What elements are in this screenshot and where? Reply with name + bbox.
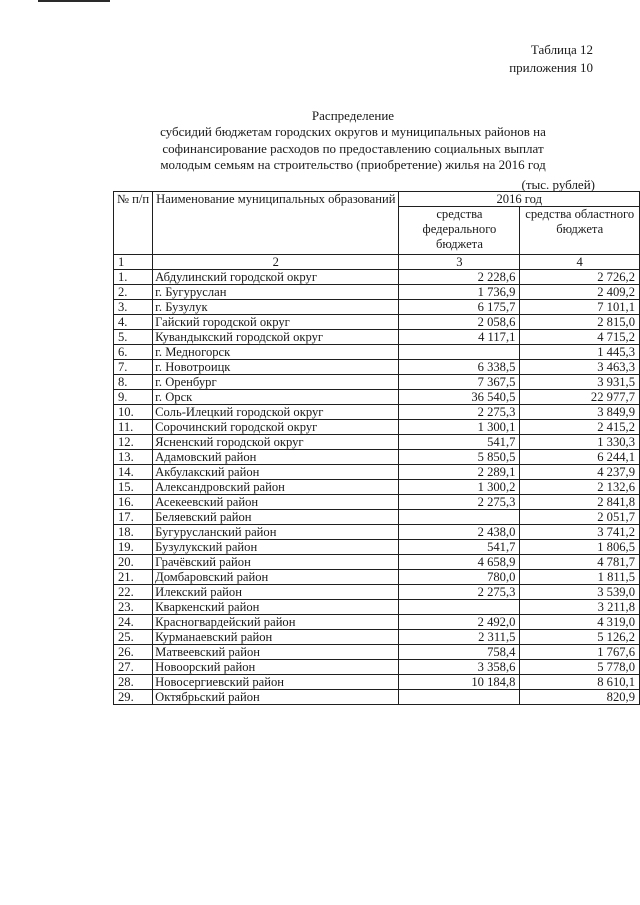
regional-budget-value: 2 726,2 — [520, 270, 640, 285]
municipality-name: г. Бузулук — [153, 300, 399, 315]
row-number: 1. — [114, 270, 153, 285]
regional-budget-value: 3 741,2 — [520, 525, 640, 540]
federal-budget-value: 758,4 — [399, 645, 520, 660]
federal-budget-value: 541,7 — [399, 435, 520, 450]
municipality-name: Домбаровский район — [153, 570, 399, 585]
table-row — [114, 270, 640, 285]
table-row — [114, 390, 640, 405]
title-line-2: субсидий бюджетам городских округов и муниципальных районов на — [160, 124, 546, 140]
table-row — [114, 645, 640, 660]
row-number: 14. — [114, 465, 153, 480]
header-row-top — [114, 192, 640, 207]
table-row — [114, 375, 640, 390]
federal-budget-value: 4 117,1 — [399, 330, 520, 345]
row-number: 17. — [114, 510, 153, 525]
table-row — [114, 540, 640, 555]
municipality-name: Соль-Илецкий городской округ — [153, 405, 399, 420]
municipality-name: Ясненский городской округ — [153, 435, 399, 450]
municipality-name: Красногвардейский район — [153, 615, 399, 630]
federal-budget-value: 2 289,1 — [399, 465, 520, 480]
federal-budget-value: 1 300,1 — [399, 420, 520, 435]
subsidy-table — [113, 191, 640, 705]
regional-budget-value: 4 319,0 — [520, 615, 640, 630]
regional-budget-value: 3 849,9 — [520, 405, 640, 420]
regional-budget-value: 1 445,3 — [520, 345, 640, 360]
table-row — [114, 570, 640, 585]
table-row — [114, 315, 640, 330]
top-rule — [38, 0, 110, 2]
table-row — [114, 615, 640, 630]
municipality-name: Беляевский район — [153, 510, 399, 525]
table-row — [114, 300, 640, 315]
municipality-name: Грачёвский район — [153, 555, 399, 570]
federal-budget-value: 1 736,9 — [399, 285, 520, 300]
municipality-name: Кувандыкский городской округ — [153, 330, 399, 345]
row-number: 8. — [114, 375, 153, 390]
row-number: 10. — [114, 405, 153, 420]
federal-budget-value: 2 275,3 — [399, 405, 520, 420]
regional-budget-value: 1 806,5 — [520, 540, 640, 555]
federal-budget-value — [399, 690, 520, 705]
federal-budget-value: 2 275,3 — [399, 495, 520, 510]
federal-budget-value: 6 175,7 — [399, 300, 520, 315]
index-cell: 4 — [520, 255, 640, 270]
row-number: 7. — [114, 360, 153, 375]
table-row — [114, 495, 640, 510]
federal-budget-value: 1 300,2 — [399, 480, 520, 495]
municipality-name: Акбулакский район — [153, 465, 399, 480]
federal-budget-value: 4 658,9 — [399, 555, 520, 570]
document-title — [100, 108, 606, 173]
regional-budget-value: 2 815,0 — [520, 315, 640, 330]
regional-budget-value: 2 132,6 — [520, 480, 640, 495]
table-row — [114, 450, 640, 465]
federal-budget-value — [399, 345, 520, 360]
federal-budget-value: 7 367,5 — [399, 375, 520, 390]
regional-budget-value: 6 244,1 — [520, 450, 640, 465]
row-number: 21. — [114, 570, 153, 585]
federal-budget-value: 2 438,0 — [399, 525, 520, 540]
federal-budget-value: 10 184,8 — [399, 675, 520, 690]
row-number: 9. — [114, 390, 153, 405]
row-number: 13. — [114, 450, 153, 465]
regional-budget-value: 4 715,2 — [520, 330, 640, 345]
table-row — [114, 330, 640, 345]
federal-budget-value: 5 850,5 — [399, 450, 520, 465]
index-row — [114, 255, 640, 270]
regional-budget-value: 3 539,0 — [520, 585, 640, 600]
table-reference: Таблица 12 — [530, 42, 593, 57]
regional-budget-value: 1 811,5 — [520, 570, 640, 585]
federal-budget-value: 2 492,0 — [399, 615, 520, 630]
row-number: 24. — [114, 615, 153, 630]
municipality-name: Илекский район — [153, 585, 399, 600]
table-row — [114, 420, 640, 435]
municipality-name: Бузулукский район — [153, 540, 399, 555]
header-year: 2016 год — [399, 192, 640, 207]
regional-budget-value: 1 330,3 — [520, 435, 640, 450]
row-number: 15. — [114, 480, 153, 495]
regional-budget-value: 22 977,7 — [520, 390, 640, 405]
federal-budget-value: 2 058,6 — [399, 315, 520, 330]
table-body — [114, 270, 640, 705]
row-number: 3. — [114, 300, 153, 315]
header-name: Наименование муниципальных образований — [153, 192, 399, 255]
federal-budget-value: 2 311,5 — [399, 630, 520, 645]
regional-budget-value: 4 781,7 — [520, 555, 640, 570]
federal-budget-value: 36 540,5 — [399, 390, 520, 405]
municipality-name: Гайский городской округ — [153, 315, 399, 330]
regional-budget-value: 2 051,7 — [520, 510, 640, 525]
table-row — [114, 405, 640, 420]
municipality-name: Курманаевский район — [153, 630, 399, 645]
unit-label: (тыс. рублей) — [521, 177, 595, 192]
row-number: 19. — [114, 540, 153, 555]
municipality-name: Асекеевский район — [153, 495, 399, 510]
table-row — [114, 630, 640, 645]
municipality-name: Матвеевский район — [153, 645, 399, 660]
row-number: 29. — [114, 690, 153, 705]
row-number: 18. — [114, 525, 153, 540]
municipality-name: г. Новотроицк — [153, 360, 399, 375]
table-row — [114, 510, 640, 525]
appendix-reference: приложения 10 — [509, 60, 593, 75]
row-number: 20. — [114, 555, 153, 570]
municipality-name: Новоорский район — [153, 660, 399, 675]
table-row — [114, 465, 640, 480]
regional-budget-value: 5 778,0 — [520, 660, 640, 675]
regional-budget-value: 2 409,2 — [520, 285, 640, 300]
federal-budget-value: 2 228,6 — [399, 270, 520, 285]
table-row — [114, 435, 640, 450]
municipality-name: Абдулинский городской округ — [153, 270, 399, 285]
federal-budget-value — [399, 510, 520, 525]
regional-budget-value: 7 101,1 — [520, 300, 640, 315]
municipality-name: Новосергиевский район — [153, 675, 399, 690]
table-row — [114, 360, 640, 375]
federal-budget-value: 780,0 — [399, 570, 520, 585]
row-number: 12. — [114, 435, 153, 450]
table-row — [114, 690, 640, 705]
regional-budget-value: 3 211,8 — [520, 600, 640, 615]
row-number: 28. — [114, 675, 153, 690]
federal-budget-value: 6 338,5 — [399, 360, 520, 375]
index-cell: 1 — [114, 255, 153, 270]
table-row — [114, 285, 640, 300]
header-num: № п/п — [114, 192, 153, 255]
federal-budget-value: 2 275,3 — [399, 585, 520, 600]
row-number: 16. — [114, 495, 153, 510]
row-number: 5. — [114, 330, 153, 345]
municipality-name: г. Медногорск — [153, 345, 399, 360]
municipality-name: Адамовский район — [153, 450, 399, 465]
row-number: 23. — [114, 600, 153, 615]
row-number: 2. — [114, 285, 153, 300]
municipality-name: Александровский район — [153, 480, 399, 495]
regional-budget-value: 1 767,6 — [520, 645, 640, 660]
regional-budget-value: 820,9 — [520, 690, 640, 705]
title-line-4: молодым семьям на строительство (приобретение) жилья на 2016 год — [160, 156, 546, 172]
table-row — [114, 600, 640, 615]
regional-budget-value: 5 126,2 — [520, 630, 640, 645]
table-row — [114, 675, 640, 690]
regional-budget-value: 2 415,2 — [520, 420, 640, 435]
row-number: 25. — [114, 630, 153, 645]
federal-budget-value: 3 358,6 — [399, 660, 520, 675]
municipality-name: г. Бугуруслан — [153, 285, 399, 300]
table-row — [114, 525, 640, 540]
regional-budget-value: 3 463,3 — [520, 360, 640, 375]
header-regional: средства областного бюджета — [520, 207, 640, 255]
row-number: 6. — [114, 345, 153, 360]
municipality-name: Сорочинский городской округ — [153, 420, 399, 435]
table-row — [114, 480, 640, 495]
table-row — [114, 345, 640, 360]
title-line-1: Распределение — [311, 108, 395, 123]
table-row — [114, 585, 640, 600]
title-line-3: софинансирование расходов по предоставлению социальных выплат — [162, 140, 544, 156]
index-cell: 3 — [399, 255, 520, 270]
row-number: 22. — [114, 585, 153, 600]
row-number: 11. — [114, 420, 153, 435]
federal-budget-value — [399, 600, 520, 615]
row-number: 26. — [114, 645, 153, 660]
table-row — [114, 555, 640, 570]
regional-budget-value: 2 841,8 — [520, 495, 640, 510]
municipality-name: г. Оренбург — [153, 375, 399, 390]
row-number: 27. — [114, 660, 153, 675]
regional-budget-value: 3 931,5 — [520, 375, 640, 390]
municipality-name: Октябрьский район — [153, 690, 399, 705]
regional-budget-value: 8 610,1 — [520, 675, 640, 690]
header-federal: средства федерального бюджета — [399, 207, 520, 255]
municipality-name: г. Орск — [153, 390, 399, 405]
regional-budget-value: 4 237,9 — [520, 465, 640, 480]
municipality-name: Бугурусланский район — [153, 525, 399, 540]
federal-budget-value: 541,7 — [399, 540, 520, 555]
row-number: 4. — [114, 315, 153, 330]
municipality-name: Кваркенский район — [153, 600, 399, 615]
index-cell: 2 — [153, 255, 399, 270]
table-row — [114, 660, 640, 675]
